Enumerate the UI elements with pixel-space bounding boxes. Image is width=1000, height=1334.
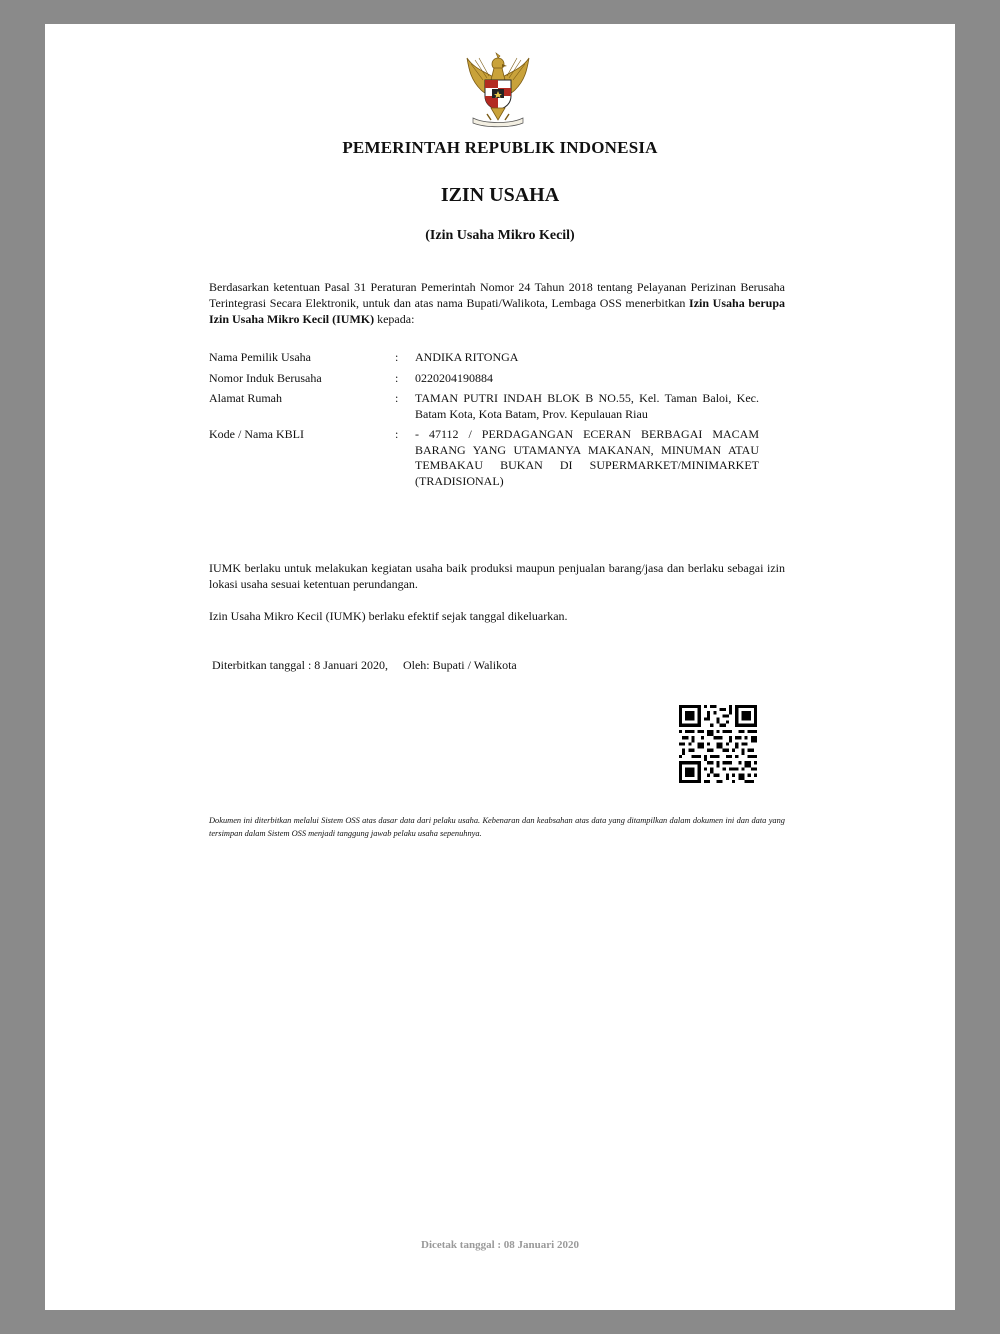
validity-paragraph: IUMK berlaku untuk melakukan kegiatan usaha baik produksi maupun penjualan barang/jasa dan berlaku sebagai izin lokasi usaha sesuai ketentuan perundangan.	[209, 561, 785, 591]
table-row	[209, 350, 759, 371]
effective-paragraph: Izin Usaha Mikro Kecil (IUMK) berlaku efektif sejak tanggal dikeluarkan.	[209, 609, 568, 623]
table-row	[209, 427, 759, 494]
field-separator: :	[395, 391, 399, 405]
field-value: - 47112 / PERDAGANGAN ECERAN BERBAGAI MACAM BARANG YANG UTAMANYA MAKANAN, MINUMAN ATAU TEMBAKAU BUKAN DI SUPERMARKET/MINIMARKET (TRADISIONAL)	[415, 427, 759, 488]
document-title: IZIN USAHA	[440, 184, 560, 206]
intro-text-after: kepada:	[374, 312, 415, 326]
garuda-emblem-icon	[461, 50, 535, 128]
issued-line: Diterbitkan tanggal : 8 Januari 2020, Oleh: Bupati / Walikota	[212, 658, 517, 672]
document-subtitle: (Izin Usaha Mikro Kecil)	[425, 228, 575, 243]
table-row	[209, 391, 759, 427]
table-row	[209, 371, 759, 392]
field-label: Kode / Nama KBLI	[209, 427, 304, 441]
intro-paragraph	[209, 279, 785, 327]
field-value: ANDIKA RITONGA	[415, 350, 519, 364]
field-separator: :	[395, 350, 399, 364]
government-title: PEMERINTAH REPUBLIK INDONESIA	[342, 138, 658, 157]
field-label: Alamat Rumah	[209, 391, 282, 405]
field-value: 0220204190884	[415, 370, 493, 385]
field-separator: :	[395, 427, 399, 441]
document-page	[45, 24, 955, 1310]
disclaimer-text: Dokumen ini diterbitkan melalui Sistem OSS atas dasar data dari pelaku usaha. Kebenaran dan keabsahan atas data yang ditampilkan dalam dokumen ini dan data yang tersimpan dalam Sistem OSS menjadi tanggung jawab pelaku usaha sepenuhnya.	[209, 816, 785, 838]
intro-text-before: Berdasarkan ketentuan Pasal 31 Peraturan Pemerintah Nomor 24 Tahun 2018 tentang Pelayanan Perizinan Berusaha Terintegrasi Secara Elektronik, untuk dan atas nama Bupati/Walikota, Lembaga OSS menerbitkan	[209, 280, 785, 310]
recipient-details-table	[209, 350, 759, 494]
field-label: Nomor Induk Berusaha	[209, 370, 322, 385]
field-value: TAMAN PUTRI INDAH BLOK B NO.55, Kel. Taman Baloi, Kec. Batam Kota, Kota Batam, Prov. Kepulauan Riau	[415, 391, 759, 421]
field-separator: :	[395, 370, 399, 385]
qr-code-icon	[679, 705, 757, 783]
printed-date: Dicetak tanggal : 08 Januari 2020	[421, 1239, 579, 1251]
field-label: Nama Pemilik Usaha	[209, 350, 311, 364]
intro-text-bold: Izin Usaha berupa Izin Usaha Mikro Kecil (IUMK)	[209, 296, 786, 326]
